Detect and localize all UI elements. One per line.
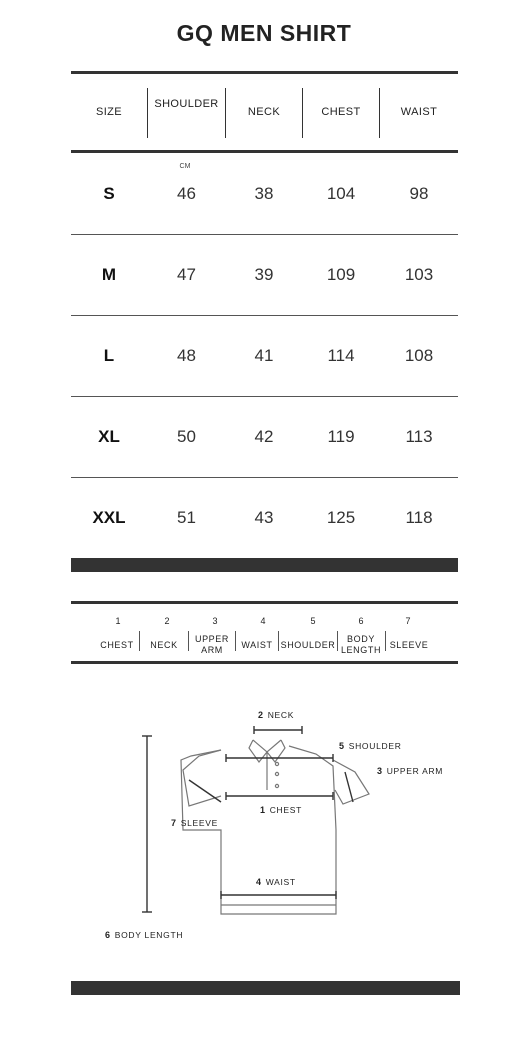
diagram-num: 3 bbox=[377, 766, 383, 776]
chest-cell: 104 bbox=[326, 183, 356, 203]
legend-num: 5 bbox=[310, 616, 316, 626]
diagram-text: SLEEVE bbox=[180, 818, 218, 828]
diagram-label-sleeve bbox=[171, 818, 218, 828]
shoulder-cell: 51 bbox=[177, 507, 196, 527]
legend-bottom-rule bbox=[71, 661, 458, 664]
diagram-text: SHOULDER bbox=[348, 741, 402, 751]
header-size: SIZE bbox=[95, 106, 123, 118]
legend-label-shoulder: SHOULDER bbox=[280, 639, 336, 650]
legend-label-neck: NECK bbox=[150, 639, 178, 650]
size-cell: XXL bbox=[92, 507, 126, 527]
shirt-diagram bbox=[71, 690, 458, 960]
diagram-label-chest bbox=[260, 805, 302, 815]
header-chest: CHEST bbox=[321, 106, 361, 118]
diagram-num: 1 bbox=[260, 805, 266, 815]
size-cell: S bbox=[103, 183, 115, 203]
diagram-text: UPPER ARM bbox=[386, 766, 444, 776]
table-footer-bar bbox=[71, 558, 458, 572]
chest-cell: 109 bbox=[326, 264, 356, 284]
waist-cell: 113 bbox=[405, 426, 433, 446]
table-row bbox=[71, 477, 458, 558]
diagram-label-shoulder bbox=[339, 741, 402, 751]
diagram-text: WAIST bbox=[265, 877, 296, 887]
page-title: GQ MEN SHIRT bbox=[176, 20, 352, 46]
legend-label-upper-arm: UPPER ARM bbox=[194, 634, 229, 655]
size-cell: M bbox=[101, 264, 117, 284]
legend-label-body-length: BODY LENGTH bbox=[340, 634, 382, 655]
neck-cell: 43 bbox=[254, 507, 274, 527]
diagram-num: 6 bbox=[105, 930, 111, 940]
table-row bbox=[71, 315, 458, 396]
header-shoulder: SHOULDER bbox=[154, 98, 219, 110]
chest-cell: 119 bbox=[327, 426, 355, 446]
diagram-num: 7 bbox=[171, 818, 177, 828]
table-row bbox=[71, 234, 458, 315]
header-waist: WAIST bbox=[400, 106, 438, 118]
size-cell: XL bbox=[98, 426, 120, 446]
waist-cell: 103 bbox=[404, 264, 434, 284]
diagram-num: 5 bbox=[339, 741, 345, 751]
chest-cell: 125 bbox=[326, 507, 356, 527]
legend-num: 7 bbox=[405, 616, 411, 626]
waist-cell: 108 bbox=[404, 345, 434, 365]
diagram-label-body-length bbox=[105, 930, 183, 940]
diagram-label-waist bbox=[256, 877, 296, 887]
neck-cell: 38 bbox=[254, 183, 274, 203]
legend-num: 2 bbox=[164, 616, 170, 626]
diagram-text: BODY LENGTH bbox=[114, 930, 184, 940]
shirt-illustration bbox=[71, 690, 458, 960]
unit-label: CM bbox=[179, 163, 191, 170]
waist-cell: 118 bbox=[405, 507, 433, 527]
diagram-num: 2 bbox=[258, 710, 264, 720]
legend-num: 6 bbox=[358, 616, 364, 626]
size-cell: L bbox=[103, 345, 115, 365]
footer-bar bbox=[71, 981, 460, 995]
neck-cell: 39 bbox=[254, 264, 274, 284]
neck-cell: 42 bbox=[254, 426, 274, 446]
diagram-label-neck bbox=[258, 710, 294, 720]
header-neck: NECK bbox=[247, 106, 281, 118]
legend-num: 4 bbox=[260, 616, 266, 626]
diagram-text: NECK bbox=[267, 710, 295, 720]
shoulder-cell: 48 bbox=[177, 345, 196, 365]
legend-label-sleeve: SLEEVE bbox=[389, 639, 429, 650]
legend-label-chest: CHEST bbox=[100, 639, 134, 650]
diagram-text: CHEST bbox=[269, 805, 303, 815]
legend-divider bbox=[188, 631, 189, 651]
legend-num: 3 bbox=[212, 616, 218, 626]
diagram-label-upper-arm bbox=[377, 766, 443, 776]
shoulder-cell: 50 bbox=[177, 426, 196, 446]
diagram-num: 4 bbox=[256, 877, 262, 887]
table-row bbox=[71, 396, 458, 477]
waist-cell: 98 bbox=[409, 183, 429, 203]
table-row bbox=[71, 153, 458, 234]
neck-cell: 41 bbox=[254, 345, 274, 365]
shoulder-cell: 47 bbox=[177, 264, 196, 284]
legend-num: 1 bbox=[115, 616, 121, 626]
legend-top-rule bbox=[71, 601, 458, 604]
chest-cell: 114 bbox=[327, 345, 355, 365]
legend-label-waist: WAIST bbox=[241, 639, 273, 650]
shoulder-cell: 46 bbox=[177, 183, 196, 203]
